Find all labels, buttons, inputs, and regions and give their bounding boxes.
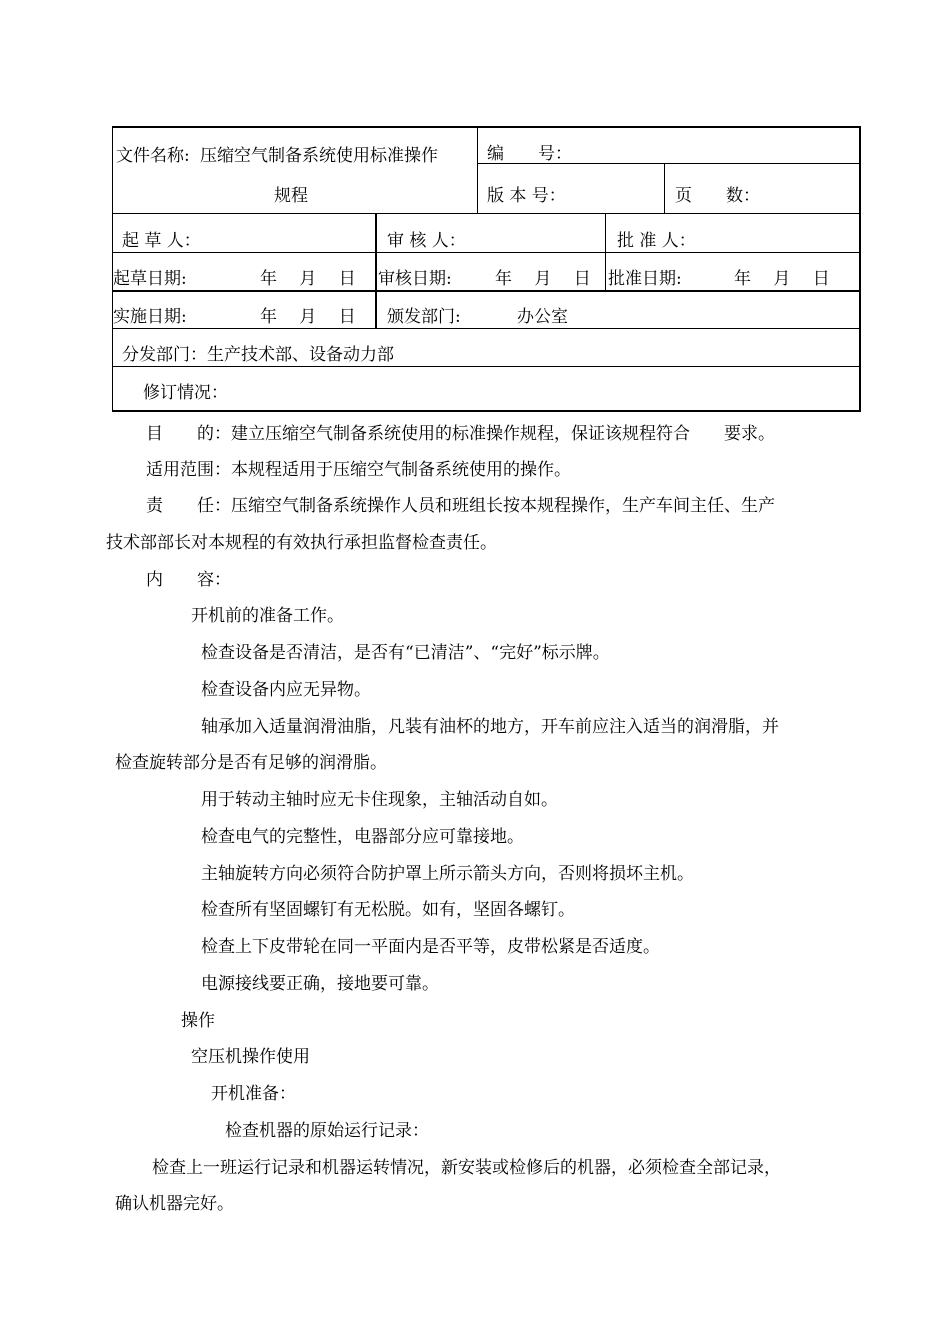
revision-label: 修订情况： xyxy=(143,383,228,403)
startup-prep-heading: 开机准备： xyxy=(211,1084,296,1104)
content-label: 内 容： xyxy=(146,570,231,590)
distribution-text: 分发部门：生产技术部、设备动力部 xyxy=(122,345,394,365)
prep-item-5: 检查电气的完整性，电器部分应可靠接地。 xyxy=(201,827,524,847)
approve-date-label: 批准日期: xyxy=(608,269,682,289)
rule-dates-bottom xyxy=(112,290,861,292)
doc-name-line2: 规程 xyxy=(274,186,308,206)
rule-distribution-bottom xyxy=(112,366,861,367)
reviewer-label: 审 核 人： xyxy=(387,231,466,251)
rule-col2-divider xyxy=(605,213,606,292)
approve-date-value: 年 月 日 xyxy=(734,269,830,289)
prep-item-3-line2: 检查旋转部分是否有足够的润滑脂。 xyxy=(115,753,387,773)
draft-date-label: 起草日期: xyxy=(113,269,187,289)
page-count-label: 页 数： xyxy=(675,186,760,206)
prep-item-1: 检查设备是否清洁，是否有“已清洁”、“完好”标示牌。 xyxy=(201,643,610,663)
review-date-label: 审核日期: xyxy=(378,269,452,289)
number-label: 编 号： xyxy=(487,144,572,164)
check-records-line2: 确认机器完好。 xyxy=(115,1194,234,1214)
rule-effective-bottom xyxy=(112,328,861,329)
prep-item-3-line1: 轴承加入适量润滑油脂，凡装有油杯的地方，开车前应注入适当的润滑脂，并 xyxy=(201,717,779,737)
check-records-heading: 检查机器的原始运行记录： xyxy=(225,1121,429,1141)
compressor-use-heading: 空压机操作使用 xyxy=(191,1047,310,1067)
issue-dept-label: 颁发部门: xyxy=(387,307,461,327)
prep-item-7: 检查所有坚固螺钉有无松脱。如有，坚固各螺钉。 xyxy=(201,900,575,920)
rule-page-divider xyxy=(664,163,665,214)
table-border-bottom xyxy=(112,410,861,412)
rule-title-bottom xyxy=(112,213,861,214)
prep-item-4: 用于转动主轴时应无卡住现象，主轴活动自如。 xyxy=(201,790,558,810)
prep-item-8: 检查上下皮带轮在同一平面内是否平等，皮带松紧是否适度。 xyxy=(201,937,660,957)
prep-item-6: 主轴旋转方向必须符合防护罩上所示箭头方向，否则将损坏主机。 xyxy=(201,864,694,884)
doc-name-label: 文件名称: xyxy=(116,146,190,166)
scope-paragraph: 适用范围：本规程适用于压缩空气制备系统使用的操作。 xyxy=(146,460,571,480)
prep-item-2: 检查设备内应无异物。 xyxy=(201,680,371,700)
table-border-right xyxy=(859,126,861,412)
effective-date-label: 实施日期: xyxy=(113,307,187,327)
prep-item-9: 电源接线要正确，接地要可靠。 xyxy=(201,974,439,994)
version-label: 版 本 号： xyxy=(487,186,566,206)
doc-name-line1: 压缩空气制备系统使用标准操作 xyxy=(200,146,438,166)
effective-date-value: 年 月 日 xyxy=(260,307,356,327)
rule-title-divider xyxy=(477,126,478,214)
purpose-paragraph: 目 的：建立压缩空气制备系统使用的标准操作规程，保证该规程符合 要求。 xyxy=(146,424,775,444)
rule-signers-bottom xyxy=(112,252,861,253)
check-records-line1: 检查上一班运行记录和机器运转情况，新安装或检修后的机器，必须检查全部记录， xyxy=(152,1158,781,1178)
operation-heading: 操作 xyxy=(181,1011,215,1031)
document-header-table xyxy=(0,0,950,420)
rule-col1-divider xyxy=(375,213,377,329)
responsibility-line2: 技术部部长对本规程的有效执行承担监督检查责任。 xyxy=(106,533,497,553)
responsibility-line1: 责 任：压缩空气制备系统操作人员和班组长按本规程操作，生产车间主任、生产 xyxy=(146,496,775,516)
table-border-top xyxy=(112,126,861,128)
issue-dept-value: 办公室 xyxy=(517,307,568,327)
drafter-label: 起 草 人： xyxy=(122,231,201,251)
review-date-value: 年 月 日 xyxy=(495,269,591,289)
approver-label: 批 准 人： xyxy=(617,231,696,251)
draft-date-value: 年 月 日 xyxy=(260,269,356,289)
prep-title: 开机前的准备工作。 xyxy=(191,606,344,626)
